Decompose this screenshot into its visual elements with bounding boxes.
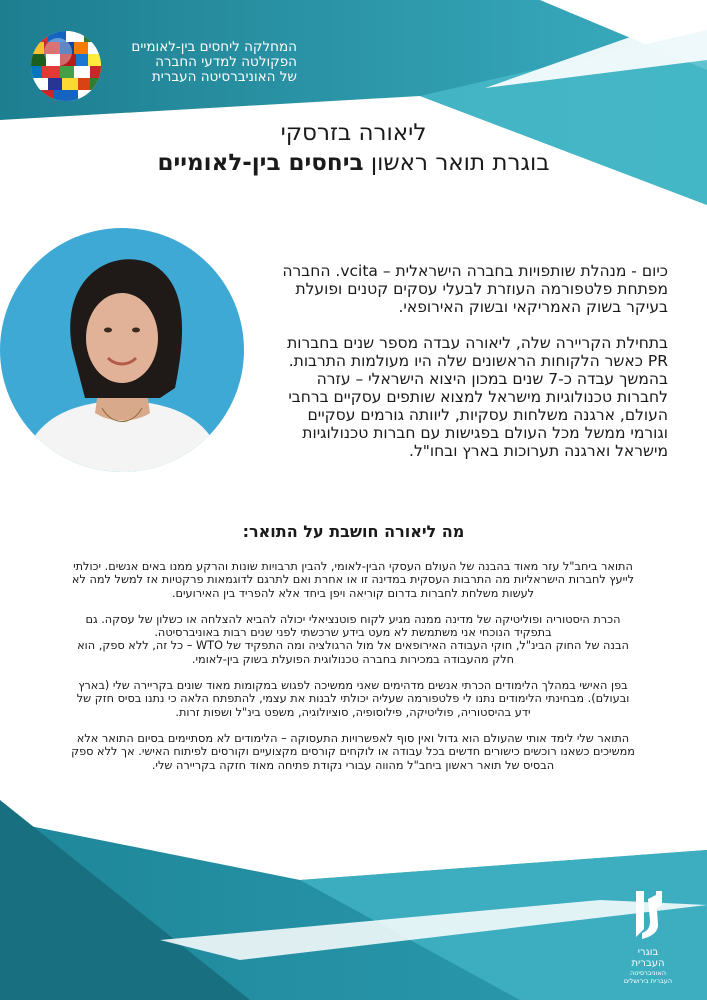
logo-line-1: בוגרי — [637, 947, 659, 958]
testimonial-paragraph-2a: הכרת היסטוריה ופוליטיקה של מדינה ממנה מגיע לקוח פוטנציאלי יכולה להביא להצלחה או כשלון של עסקה. גם בתפקיד הנוכחי אני משתמשת לא מעט בידע שרכשתי לפני שנים רבות באוניברסיטה. — [85, 612, 621, 640]
department-line-1: המחלקה ליחסים בין-לאומיים — [131, 39, 297, 55]
testimonial-paragraph-2b: הבנה של החוק הבינ"ל, חוקי העבודה האירופאים אל מול הרגולציה ומה התפקיד של WTO – כל זה, ללא ספק, הוא חלק מהעבודה במכירות בחברה טכנולוגית הפועלת בשוק בין-לאומי. — [77, 639, 629, 666]
title-block — [0, 118, 707, 178]
logo-line-2: העברית — [631, 958, 665, 969]
degree-field: ביחסים בין-לאומיים — [157, 150, 364, 176]
logo-line-3: האוניברסיטה — [630, 969, 666, 977]
graduate-name: ליאורה בזרסקי — [280, 120, 427, 146]
alumni-logo — [618, 885, 678, 985]
department-line-3: של האוניברסיטה העברית — [151, 69, 297, 85]
department-line-2: הפקולטה למדעי החברה — [155, 54, 297, 70]
degree-prefix: בוגרת תואר ראשון — [363, 150, 550, 176]
testimonial-paragraph-3: בפן האישי במהלך הלימודים הכרתי אנשים מדהימים שאני ממשיכה לפגוש במקומות מאוד שונים בקריירה שלי (בארץ ובעולם). מבחינתי הלימודים נתנו לי פלטפורמה שעליה יכולתי לבנות את עצמי, להתפתח הלאה כי נתנו בסיס חזק של ידע בהיסטוריה, פוליטיקה, פילוסופיה, סוציולוגיה, משפט בינ"ל ושפות זרות. — [76, 679, 630, 719]
bio-paragraph-1: כיום - מנהלת שותפויות בחברה הישראלית – vcita. החברה מפתחת פלטפורמה העוזרת לבעלי עסקים קטנים ופועלת בעיקר בשוק האמריקאי ובשוק האירופאי. — [282, 262, 668, 316]
logo-line-4: העברית בירושלים — [623, 977, 673, 985]
alumni-logo-icon — [628, 885, 668, 943]
testimonial-paragraph-1: התואר ביחב"ל עזר מאוד בהבנה של העולם העסקי הבין-לאומי, להבין תרבויות שונות והרקע ממנו באים אנשים. יכולתי לייעץ לחברות הישראליות מה התרבות העסקית במדינה זו או אחרת ואם לתרגם לדוגמאות פרקטיות אז למשל למה לא לעשות משלחת לחברות בדרום קוריאה ויפן ביחד אלא להפריד בין האירועים. — [71, 560, 635, 600]
graduate-photo — [0, 228, 245, 473]
testimonial-paragraph-4: התואר שלי לימד אותי שהעולם הוא גדול ואין סוף לאפשרויות התעסוקה – הלימודים לא מסתיימים בסיום התואר אלא ממשיכים כשאנו רוכשים כישורים חדשים בכל עבודה או לוקחים קורסים מקצועיים וקורסים לפיתוח האישי. אך ללא ספק הבסיס של תואר ראשון ביחב"ל מהווה עבורי נקודת פתיחה מאוד חזקה בקריירה שלי. — [71, 731, 635, 772]
department-header — [37, 40, 297, 85]
bio-text — [268, 262, 668, 478]
bio-paragraph-2: בתחילת הקריירה שלה, ליאורה עבדה מספר שנים בחברות PR כאשר הלקוחות הראשונים שלה היו מעולמות התרבות. בהמשך עבדה כ-7 שנים במכון היצוא הישראלי – עזרה לחברות טכנולוגיות מישראל למצוא שותפים עסקיים ברחבי העולם, ארגנה משלחות עסקיות, ליוותה גורמים עסקיים וגורמי ממשל מכל העולם בפגישות עם חברות טכנולוגיות מישראל וארגנה תערוכות בארץ ובחו"ל. — [287, 334, 668, 460]
testimonial-text — [68, 560, 638, 785]
degree-title — [0, 148, 707, 178]
section-title: מה ליאורה חושבת על התואר: — [242, 522, 465, 541]
